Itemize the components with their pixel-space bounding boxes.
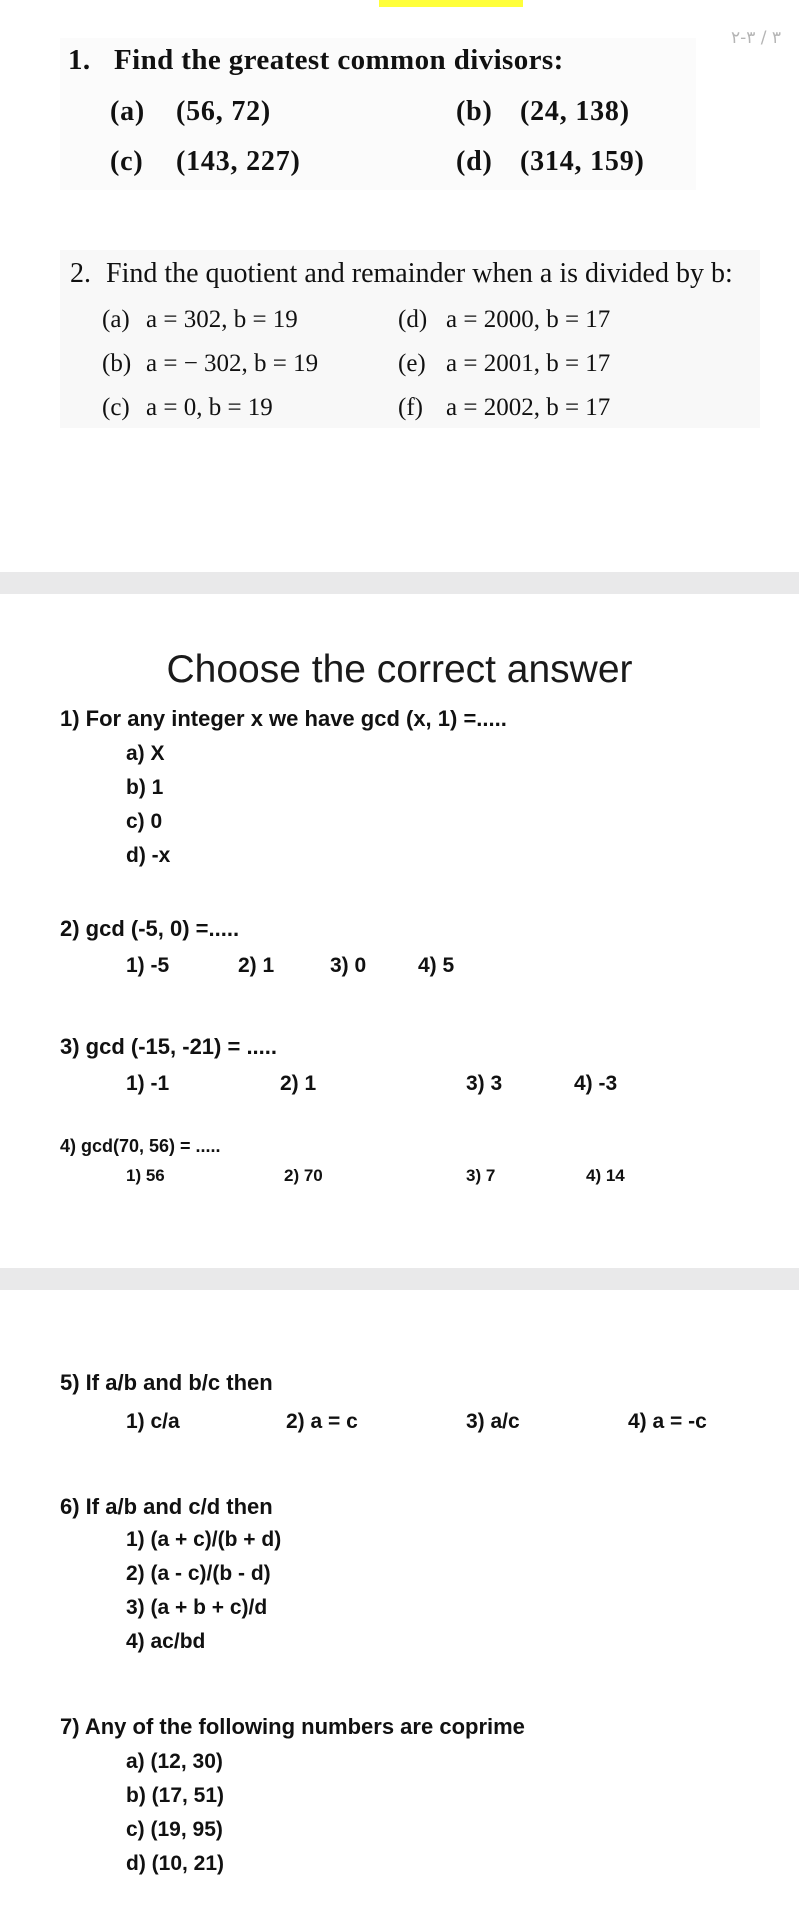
mcq-q3-option-4: 4) -3 bbox=[574, 1072, 618, 1095]
q2-option-b-value: a = − 302, b = 19 bbox=[146, 350, 319, 377]
mcq-question-1: 1) For any integer x we have gcd (x, 1) =..... bbox=[60, 706, 507, 731]
mcq-q7-option-a: a) (12, 30) bbox=[126, 1750, 223, 1773]
page-number-stamp: ٣ / ٣-٢ bbox=[730, 28, 782, 48]
q1-option-d-label: (d) bbox=[456, 146, 493, 177]
q2-option-c-value: a = 0, b = 19 bbox=[146, 394, 273, 421]
mcq-q6-option-4: 4) ac/bd bbox=[126, 1630, 206, 1653]
mcq-q3-option-3: 3) 3 bbox=[466, 1072, 503, 1095]
q1-option-a-value: (56, 72) bbox=[176, 96, 272, 127]
mcq-q6-option-2: 2) (a - c)/(b - d) bbox=[126, 1562, 271, 1585]
mcq-q7-option-c: c) (19, 95) bbox=[126, 1818, 223, 1841]
q2-option-e-label: (e) bbox=[398, 350, 426, 377]
mcq-q6-option-1: 1) (a + c)/(b + d) bbox=[126, 1528, 282, 1551]
mcq-q1-option-a: a) X bbox=[126, 742, 165, 765]
q1-option-a-label: (a) bbox=[110, 96, 146, 127]
mcq-question-4: 4) gcd(70, 56) = ..... bbox=[60, 1136, 221, 1156]
q1-option-c-value: (143, 227) bbox=[176, 146, 301, 177]
q2-option-a-value: a = 302, b = 19 bbox=[146, 306, 298, 333]
q2-option-f-label: (f) bbox=[398, 394, 423, 421]
q1-option-c-label: (c) bbox=[110, 146, 144, 177]
q2-option-a-label: (a) bbox=[102, 306, 130, 333]
q1-option-b-label: (b) bbox=[456, 96, 493, 127]
mcq-question-2: 2) gcd (-5, 0) =..... bbox=[60, 916, 240, 941]
q2-option-e-value: a = 2001, b = 17 bbox=[446, 350, 611, 377]
q2-number: 2. bbox=[70, 258, 91, 289]
mcq-q4-option-2: 2) 70 bbox=[284, 1166, 323, 1185]
q2-option-f-value: a = 2002, b = 17 bbox=[446, 394, 611, 421]
page-separator bbox=[0, 1268, 799, 1290]
mcq-q5-option-3: 3) a/c bbox=[466, 1410, 520, 1433]
mcq-q5-option-1: 1) c/a bbox=[126, 1410, 180, 1433]
mcq-q1-option-d: d) -x bbox=[126, 844, 171, 867]
q2-option-d-value: a = 2000, b = 17 bbox=[446, 306, 611, 333]
mcq-q4-option-4: 4) 14 bbox=[586, 1166, 625, 1185]
mcq-q1-option-c: c) 0 bbox=[126, 810, 163, 833]
yellow-highlight-bar bbox=[379, 0, 523, 7]
q1-option-d-value: (314, 159) bbox=[520, 146, 645, 177]
q1-text: Find the greatest common divisors: bbox=[114, 44, 564, 76]
mcq-q7-option-d: d) (10, 21) bbox=[126, 1852, 225, 1875]
mcq-q4-option-3: 3) 7 bbox=[466, 1166, 496, 1185]
mcq-question-5: 5) If a/b and b/c then bbox=[60, 1370, 273, 1395]
mcq-question-3: 3) gcd (-15, -21) = ..... bbox=[60, 1034, 278, 1059]
mcq-question-7: 7) Any of the following numbers are coprime bbox=[60, 1714, 525, 1739]
mcq-q2-option-3: 3) 0 bbox=[330, 954, 367, 977]
page-separator bbox=[0, 572, 799, 594]
mcq-q3-option-1: 1) -1 bbox=[126, 1072, 170, 1095]
mcq-q5-option-4: 4) a = -c bbox=[628, 1410, 707, 1433]
mcq-q2-option-4: 4) 5 bbox=[418, 954, 455, 977]
section-title: Choose the correct answer bbox=[166, 648, 633, 691]
q1-option-b-value: (24, 138) bbox=[520, 96, 630, 127]
mcq-q7-option-b: b) (17, 51) bbox=[126, 1784, 225, 1807]
mcq-q2-option-2: 2) 1 bbox=[238, 954, 275, 977]
q1-number: 1. bbox=[68, 44, 91, 76]
q2-option-c-label: (c) bbox=[102, 394, 130, 421]
mcq-question-6: 6) If a/b and c/d then bbox=[60, 1494, 273, 1519]
mcq-q6-option-3: 3) (a + b + c)/d bbox=[126, 1596, 268, 1619]
mcq-q5-option-2: 2) a = c bbox=[286, 1410, 358, 1433]
q2-option-d-label: (d) bbox=[398, 306, 428, 333]
mcq-q2-option-1: 1) -5 bbox=[126, 954, 170, 977]
mcq-q3-option-2: 2) 1 bbox=[280, 1072, 317, 1095]
q2-option-b-label: (b) bbox=[102, 350, 132, 377]
mcq-q1-option-b: b) 1 bbox=[126, 776, 164, 799]
q2-text: Find the quotient and remainder when a is divided by b: bbox=[106, 258, 733, 289]
mcq-q4-option-1: 1) 56 bbox=[126, 1166, 165, 1185]
